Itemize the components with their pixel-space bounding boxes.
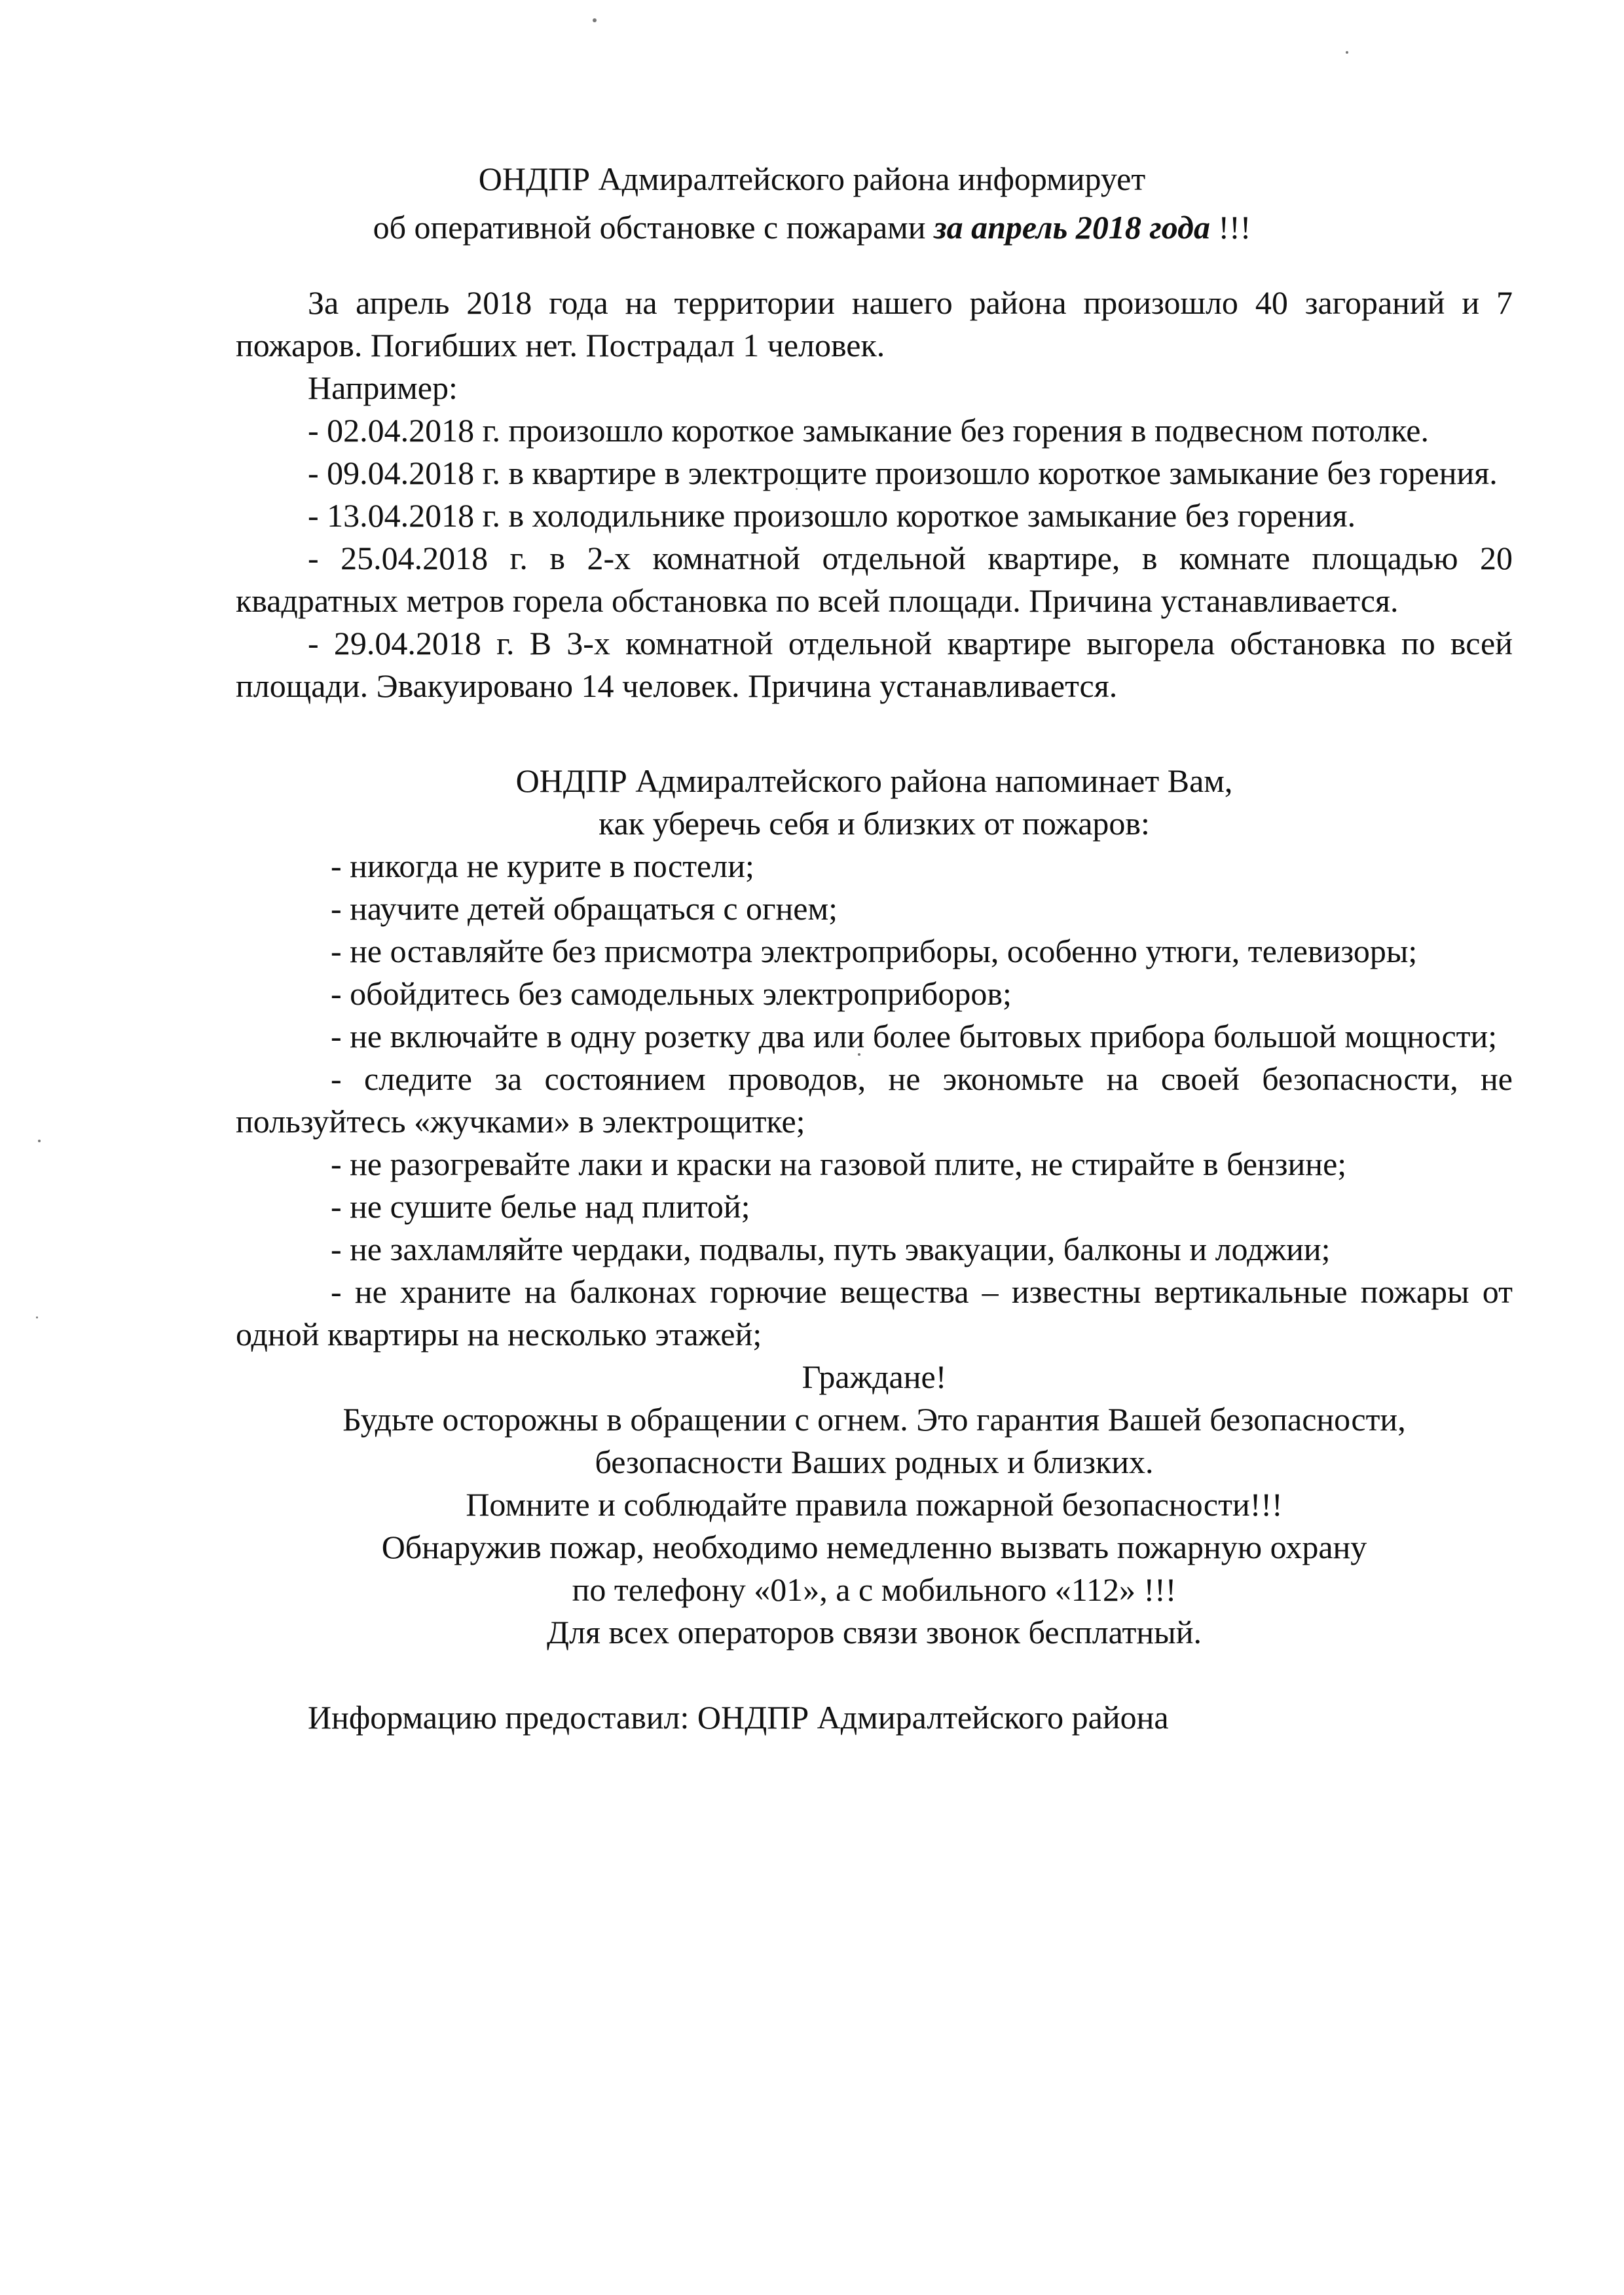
reminder-heading-line1: ОНДПР Адмиралтейского района напоминает Вам, bbox=[515, 762, 1233, 799]
document-body bbox=[236, 282, 1513, 1739]
emergency-instruction: Обнаружив пожар, необходимо немедленно вызвать пожарную охрану bbox=[381, 1529, 1367, 1565]
safety-tip: - не оставляйте без присмотра электроприборы, особенно утюги, телевизоры; bbox=[331, 933, 1418, 969]
safety-tip: - не разогревайте лаки и краски на газовой плите, не стирайте в бензине; bbox=[331, 1146, 1347, 1182]
incident-item: - 09.04.2018 г. в квартире в электрощите произошло короткое замыкание без горения. bbox=[308, 455, 1498, 491]
safety-tip: - не сушите белье над плитой; bbox=[331, 1188, 750, 1225]
title-period-emphasis: за апрель 2018 года bbox=[934, 209, 1210, 246]
free-call-note: Для всех операторов связи звонок бесплатный. bbox=[546, 1614, 1202, 1651]
safety-tip: - обойдитесь без самодельных электроприборов; bbox=[331, 975, 1012, 1012]
scan-speck bbox=[593, 18, 597, 22]
title-prefix: об оперативной обстановке с пожарами bbox=[373, 209, 934, 246]
title-suffix: !!! bbox=[1209, 209, 1251, 246]
safety-tip: - не включайте в одну розетку два или более бытовых прибора большой мощности; bbox=[331, 1018, 1498, 1054]
incident-item: - 02.04.2018 г. произошло короткое замыкание без горения в подвесном потолке. bbox=[308, 412, 1429, 449]
reminder-section bbox=[236, 760, 1513, 1356]
safety-tip: - следите за состоянием проводов, не экономьте на своей безопасности, не пользуйтесь «жучками» в электрощитке; bbox=[236, 1060, 1513, 1140]
safety-tip: - не захламляйте чердаки, подвалы, путь эвакуации, балконы и лоджии; bbox=[331, 1231, 1331, 1267]
incident-item: - 25.04.2018 г. в 2-х комнатной отдельной квартире, в комнате площадью 20 квадратных метров горела обстановка по всей площади. Причина устанавливается. bbox=[236, 540, 1513, 619]
scan-speck bbox=[1346, 51, 1348, 54]
closing-appeal bbox=[236, 1356, 1513, 1654]
appeal-line: Будьте осторожны в обращении с огнем. Это гарантия Вашей безопасности, bbox=[342, 1401, 1406, 1438]
source-attribution bbox=[236, 1696, 1513, 1739]
document-title-line1: ОНДПР Адмиралтейского района информирует bbox=[478, 160, 1146, 197]
incident-item: - 13.04.2018 г. в холодильнике произошло короткое замыкание без горения. bbox=[308, 497, 1356, 534]
scan-speck bbox=[36, 1316, 38, 1318]
appeal-line: безопасности Ваших родных и близких. bbox=[595, 1444, 1154, 1480]
example-label: Например: bbox=[308, 369, 458, 406]
reminder-heading-line2: как уберечь себя и близких от пожаров: bbox=[599, 805, 1150, 842]
safety-tip: - никогда не курите в постели; bbox=[331, 848, 754, 884]
appeal-heading: Граждане! bbox=[802, 1358, 947, 1395]
emergency-phone-numbers: по телефону «01», а с мобильного «112» !!! bbox=[572, 1571, 1177, 1608]
safety-tip: - научите детей обращаться с огнем; bbox=[331, 890, 838, 927]
scan-speck bbox=[38, 1140, 41, 1142]
report-summary: За апрель 2018 года на территории нашего района произошло 40 загораний и 7 пожаров. Погибших нет. Пострадал 1 человек. bbox=[236, 284, 1513, 364]
appeal-line: Помните и соблюдайте правила пожарной безопасности!!! bbox=[466, 1486, 1283, 1523]
source-text: Информацию предоставил: ОНДПР Адмиралтейского района bbox=[308, 1699, 1169, 1736]
incident-item: - 29.04.2018 г. В 3-х комнатной отдельной квартире выгорела обстановка по всей площади. Эвакуировано 14 человек. Причина устанавливается. bbox=[236, 625, 1513, 704]
safety-tip: - не храните на балконах горючие вещества – известны вертикальные пожары от одной квартиры на несколько этажей; bbox=[236, 1273, 1513, 1353]
document-title-line2 bbox=[0, 204, 1624, 250]
